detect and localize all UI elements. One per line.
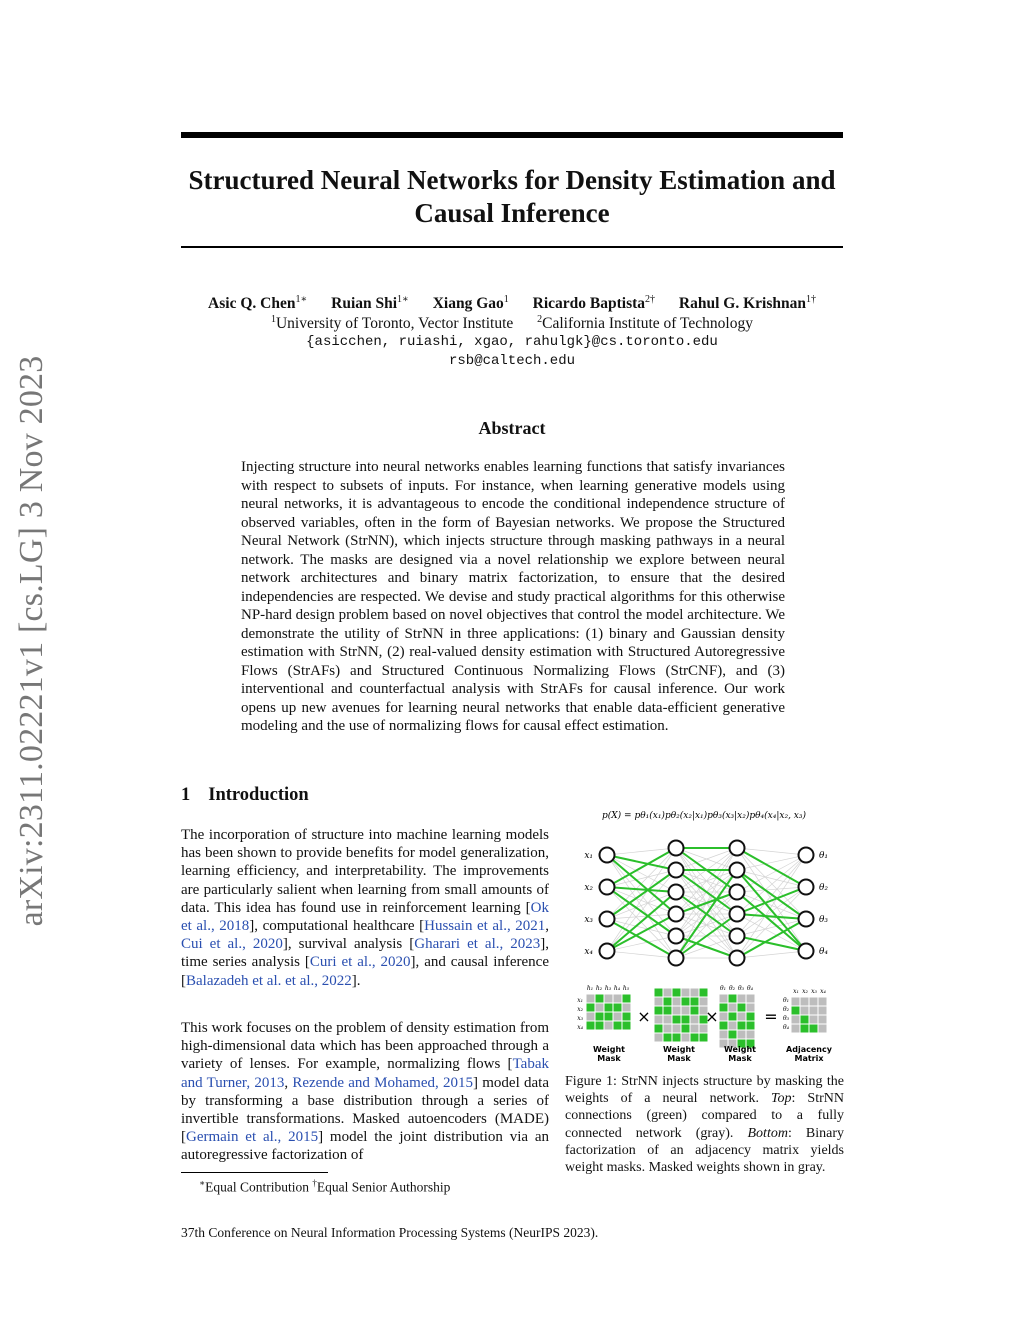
output-node [799,848,814,863]
weight-mask-3-cell [719,1012,728,1021]
hidden-label-h5: h₅ [622,985,630,992]
weight-mask-3-cell [719,1030,728,1039]
citation-link[interactable]: Gharari et al., 2023 [414,936,541,953]
hidden-node [730,885,745,900]
weight-mask-3-cell [728,1003,737,1012]
weight-mask-3-cell [728,1021,737,1030]
adjacency-matrix-cell [791,1006,800,1015]
gray-edge [737,914,806,951]
title-top-rule [181,132,843,138]
matrix-col-theta2: θ₂ [728,985,736,992]
weight-mask-1-cell [622,1021,631,1030]
affiliation: $^1$University of Toronto, Vector Institute [270,314,514,333]
weight-mask-3-cell [737,1003,746,1012]
author: Ruian Shi$^{1∗}$ [331,294,409,313]
weight-mask-2-cell [699,997,708,1006]
output-label-theta4: θ₄ [819,947,829,957]
author: Rahul G. Krishnan$^{1\dagger}$ [678,294,816,313]
hidden-node [730,863,745,878]
adj-row-theta1: θ₁ [782,997,789,1004]
citation-link[interactable]: Tabak and Turner, 2013 [181,1056,549,1091]
adj-row-theta4: θ₄ [782,1024,789,1031]
adjacency-matrix-cell [809,1006,818,1015]
weight-mask-2-cell [672,1024,681,1033]
hidden-label-h2: h₂ [595,985,603,992]
matrix-row-x4: x₄ [577,1024,583,1031]
weight-mask-2-cell [663,1024,672,1033]
output-node [799,880,814,895]
hidden-node [730,929,745,944]
email-toronto[interactable]: {asicchen, ruiashi, xgao, rahulgk}@cs.toronto.edu [306,334,718,350]
matrix-label-4-line2: Matrix [794,1054,824,1063]
adjacency-matrix-cell [800,1024,809,1033]
adjacency-matrix-cell [809,997,818,1006]
weight-mask-3-cell [728,1012,737,1021]
weight-mask-1-cell [622,1012,631,1021]
weight-mask-3-cell [737,1021,746,1030]
weight-mask-2-cell [681,1033,690,1042]
matrix-label-4-line1: Adjacency [786,1045,832,1054]
times-symbol: × [705,1007,719,1026]
weight-mask-1-cell [595,1012,604,1021]
weight-mask-1-cell [595,994,604,1003]
weight-mask-1-cell [613,1003,622,1012]
input-label-x2: x₂ [584,883,593,893]
weight-mask-1-cell [586,1012,595,1021]
intro-paragraph-1: The incorporation of structure into machine learning models has been shown to provide benefits for model generalization, learning efficiency, and interpretability. The improvements are particularly salient when learning from small amounts of data. This idea has found use in reinforcement learning [Ok et al., 2018], computational healthcare [Hussain et al., 2021, Cui et al., 2020], survival analysis [Gharari et al., 2023], time series analysis [Curi et al., 2020], and causal inference [Balazadeh et al. et al., 2022]. [181,827,550,989]
weight-mask-3-cell [746,1021,755,1030]
author: Xiang Gao$^1$ [432,294,509,313]
weight-mask-3-cell [737,1030,746,1039]
matrix-label-3-line2: Mask [728,1054,752,1063]
weight-mask-2-cell [681,988,690,997]
weight-mask-2-cell [690,988,699,997]
hidden-node [669,951,684,966]
weight-mask-2-cell [681,1024,690,1033]
weight-mask-1-cell [622,994,631,1003]
weight-mask-2-cell [672,1033,681,1042]
weight-mask-2-cell [690,1015,699,1024]
venue-note: 37th Conference on Neural Information Processing Systems (NeurIPS 2023). [181,1225,599,1240]
figure-equation: p(X) = pθ₁(x₁)pθ₂(x₂|x₁)pθ₃(x₃|x₂)pθ₄(x₄|x₂, x₃) [602,811,806,821]
affiliation-list [181,314,843,333]
weight-mask-3-cell [746,1012,755,1021]
input-node [600,848,615,863]
adj-col-x3: x₃ [811,988,817,995]
weight-mask-2-cell [672,1006,681,1015]
hidden-label-h4: h₄ [613,985,621,992]
figure-1 [565,800,843,1070]
weight-mask-2-cell [690,1033,699,1042]
adj-row-theta2: θ₂ [782,1006,789,1013]
weight-mask-3-cell [719,1003,728,1012]
hidden-node [730,841,745,856]
output-node [799,912,814,927]
weight-mask-1-cell [613,1021,622,1030]
title-bottom-rule [181,246,843,248]
weight-mask-3-cell [737,994,746,1003]
adjacency-matrix-cell [818,997,827,1006]
weight-mask-2-cell [690,1024,699,1033]
equals-symbol: = [764,1007,778,1026]
hidden-node [669,885,684,900]
adjacency-matrix-cell [818,1015,827,1024]
weight-mask-1-cell [595,1003,604,1012]
weight-mask-2-cell [654,988,663,997]
adjacency-matrix-cell [791,1015,800,1024]
matrix-row-x3: x₃ [577,1015,583,1022]
weight-mask-2-cell [663,988,672,997]
weight-mask-1-cell [604,994,613,1003]
weight-mask-2-cell [663,997,672,1006]
weight-mask-3-cell [728,994,737,1003]
matrix-label-2-line2: Mask [667,1054,691,1063]
figure-1-caption: Figure 1: StrNN injects structure by masking the weights of a neural network. Top: StrNN connections (green) compared to a fully connected network (gray). Bottom: Binary factorization of an adjacency matrix yields weight masks. Masked weights shown in gray. [565,1074,845,1176]
adjacency-matrix-cell [800,1015,809,1024]
adjacency-matrix-cell [818,1024,827,1033]
arxiv-identifier [2,354,62,928]
adjacency-matrix-cell [791,997,800,1006]
weight-mask-3-cell [728,1030,737,1039]
input-node [600,880,615,895]
weight-mask-1-cell [604,1012,613,1021]
output-label-theta1: θ₁ [819,851,829,861]
adjacency-matrix-cell [791,1024,800,1033]
input-label-x3: x₃ [584,915,593,925]
adj-col-x1: x₁ [793,988,799,995]
weight-mask-2-cell [672,988,681,997]
matrix-label-2-line1: Weight [663,1045,695,1054]
figure-1-graphic [565,800,843,1070]
weight-mask-1-cell [586,1003,595,1012]
weight-mask-2-cell [690,997,699,1006]
citation-link[interactable]: Ok et al., 2018 [181,899,549,935]
author: Asic Q. Chen$^{1∗}$ [208,294,308,313]
hidden-node [730,907,745,922]
weight-mask-1-cell [604,1003,613,1012]
weight-mask-2-cell [663,1006,672,1015]
adjacency-matrix-cell [809,1024,818,1033]
weight-mask-1-cell [586,994,595,1003]
weight-mask-3-cell [737,1012,746,1021]
citation-link[interactable]: Balazadeh et al. et al., 2022 [186,972,352,989]
hidden-label-h3: h₃ [604,985,612,992]
weight-mask-2-cell [654,1006,663,1015]
matrix-col-theta3: θ₃ [737,985,745,992]
section-heading-introduction: 1 Introduction [181,785,309,805]
weight-mask-2-cell [699,1033,708,1042]
strnn-edge [607,914,676,951]
adjacency-matrix-cell [809,1015,818,1024]
matrix-row-x2: x₂ [577,1006,583,1013]
gray-edge [737,855,806,892]
output-node [799,944,814,959]
input-label-x4: x₄ [584,947,593,957]
weight-mask-2-cell [681,1006,690,1015]
adjacency-matrix-cell [800,1006,809,1015]
matrix-label-1-line2: Mask [597,1054,621,1063]
weight-mask-2-cell [681,1015,690,1024]
citation-link[interactable]: Hussain et al., 2021 [424,918,546,935]
weight-mask-3-cell [746,1030,755,1039]
paper-title: Structured Neural Networks for Density Estimation and Causal Inference [188,165,836,228]
hidden-node [669,907,684,922]
adjacency-matrix-cell [818,1006,827,1015]
weight-mask-2-cell [654,997,663,1006]
abstract-heading: Abstract [478,418,546,438]
matrix-label-1-line1: Weight [593,1045,625,1054]
author: Ricardo Baptista$^{2\dagger}$ [532,294,656,313]
hidden-node [669,929,684,944]
output-label-theta2: θ₂ [819,883,829,893]
affiliation: $^2$California Institute of Technology [537,314,753,333]
weight-mask-3-cell [719,994,728,1003]
weight-mask-2-cell [681,997,690,1006]
input-label-x1: x₁ [584,851,593,861]
weight-mask-2-cell [690,1006,699,1015]
input-node [600,944,615,959]
adj-col-x2: x₂ [802,988,808,995]
weight-mask-1-cell [613,1012,622,1021]
adj-row-theta3: θ₃ [782,1015,789,1022]
weight-mask-1-cell [604,1021,613,1030]
input-node [600,912,615,927]
adjacency-matrix-cell [800,997,809,1006]
weight-mask-1-cell [586,1021,595,1030]
weight-mask-2-cell [699,988,708,997]
matrix-col-theta1: θ₁ [719,985,727,992]
citation-link[interactable]: Cui et al., 2020 [181,936,283,953]
citation-link[interactable]: Germain et al., 2015 [186,1129,319,1146]
footnote: ∗Equal Contribution †Equal Senior Authorship [199,1178,451,1195]
matrix-row-x1: x₁ [577,997,583,1004]
author-list [181,294,843,313]
weight-mask-2-cell [654,1024,663,1033]
weight-mask-1-cell [613,994,622,1003]
gray-edge [607,855,676,892]
arxiv-stamp-text: arXiv:2311.02221v1 [cs.LG] 3 Nov 2023 [13,355,50,927]
weight-mask-3-cell [746,994,755,1003]
weight-mask-1-cell [622,1003,631,1012]
hidden-label-h1: h₁ [586,985,594,992]
matrix-col-theta4: θ₄ [746,985,754,992]
footnote-rule [181,1172,328,1173]
weight-mask-2-cell [654,1015,663,1024]
abstract-text: Injecting structure into neural networks enables learning functions that satisfy invariances with respect to subsets of inputs. For instance, when learning generative models using neural networks, it is advantageous to encode the conditional independence structure of observed variables, often in the form of Bayesian networks. We propose the Structured Neural Network (StrNN), which injects structure through masking pathways in a neural network. The masks are designed via a novel relationship we explore between neural network architectures and binary matrix factorization, to ensure that the desired independencies are respected. We devise and study practical algorithms for this otherwise NP-hard design problem based on novel objectives that control the model architecture. We demonstrate the utility of StrNN in three applications: (1) binary and Gaussian density estimation with StrNN, (2) real-valued density estimation with Structured Autoregressive Flows (StrAFs) and Structured Continuous Normalizing Flows (StrCNF), and (3) interventional and counterfactual analysis with StrAFs for causal inference. Our work opens up new avenues for learning neural networks that enable data-efficient generative modeling and the use of normalizing flows for causal effect estimation. [241,459,785,734]
intro-paragraph-2: This work focuses on the problem of density estimation from high-dimensional data which has been approached through a variety of lenses. For example, normalizing flows [Tabak and Turner, 2013, Rezende and Mohamed, 2015] model data by transforming a base distribution through a series of invertible transformations. Masked autoencoders (MADE) [Germain et al., 2015] model the joint distribution via an autoregressive factorization of [181,1020,550,1164]
matrix-label-3-line1: Weight [724,1045,756,1054]
citation-link[interactable]: Curi et al., 2020 [309,954,411,971]
weight-mask-2-cell [672,1015,681,1024]
citation-link[interactable]: Rezende and Mohamed, 2015 [292,1074,474,1091]
times-symbol: × [637,1007,651,1026]
weight-mask-2-cell [663,1015,672,1024]
hidden-node [730,951,745,966]
weight-mask-3-cell [719,1021,728,1030]
weight-mask-3-cell [746,1003,755,1012]
weight-mask-1-cell [595,1021,604,1030]
weight-mask-2-cell [654,1033,663,1042]
hidden-node [669,841,684,856]
email-caltech[interactable]: rsb@caltech.edu [448,353,576,369]
adj-col-x4: x₄ [820,988,826,995]
weight-mask-2-cell [672,997,681,1006]
strnn-edges [607,848,806,958]
hidden-node [669,863,684,878]
weight-mask-2-cell [663,1033,672,1042]
output-label-theta3: θ₃ [819,915,829,925]
